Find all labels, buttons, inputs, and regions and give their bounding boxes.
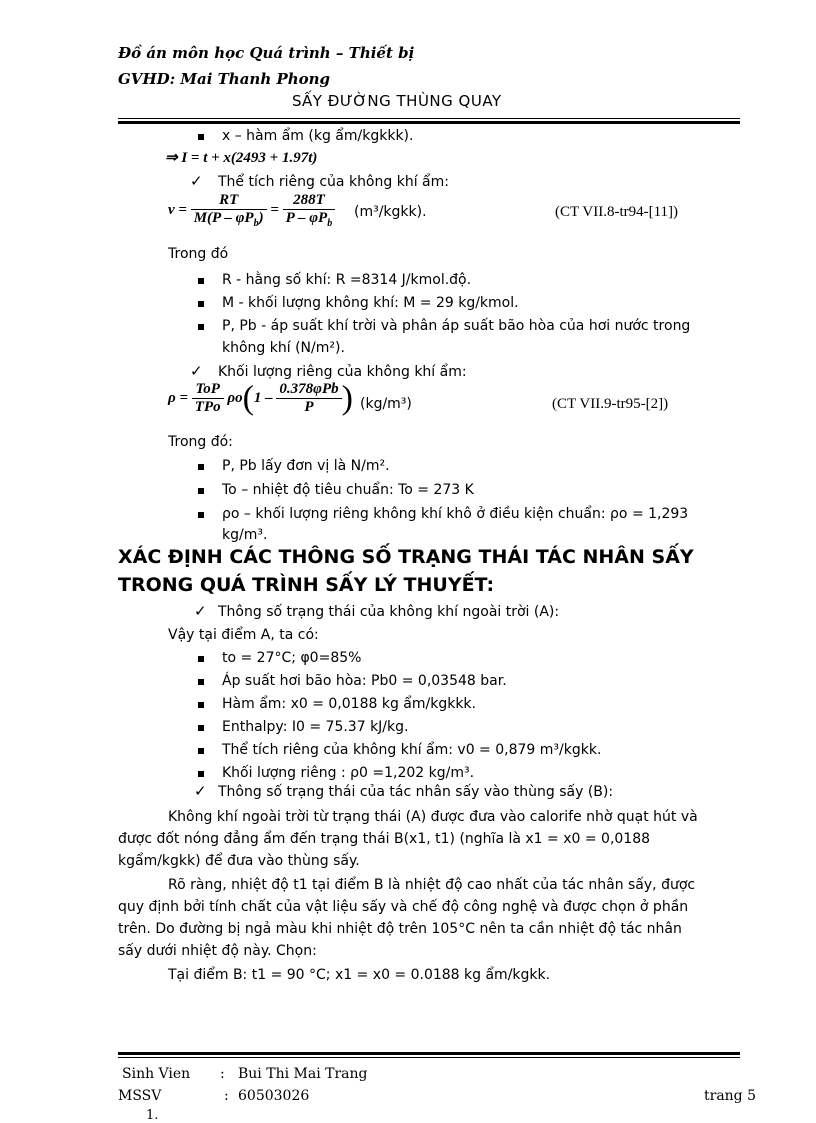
bullet-icon xyxy=(198,512,204,518)
bullet-pressure-line2: không khí (N/m²). xyxy=(222,340,345,356)
paragraph-3: Tại điểm B: t1 = 90 °C; x1 = x0 = 0.0188 kg ẩm/kgkk. xyxy=(168,967,551,983)
bullet-icon xyxy=(198,324,204,330)
check-specific-volume: Thể tích riêng của không khí ẩm: xyxy=(218,174,449,190)
point-A-density: Khối lượng riêng : ρ0 =1,202 kg/m³. xyxy=(222,765,475,781)
bullet-dry-density-line1: ρo – khối lượng riêng không khí khô ở điều kiện chuẩn: ρo = 1,293 xyxy=(222,506,689,522)
point-A-enthalpy: Enthalpy: I0 = 75.37 kJ/kg. xyxy=(222,719,409,735)
eq-rho-one: 1 – xyxy=(253,389,273,406)
eq-v-frac2-sub: b xyxy=(327,218,333,229)
where-label-1: Trong đó xyxy=(168,246,229,262)
eq-v-frac1-sub: b xyxy=(253,218,259,229)
bullet-icon xyxy=(198,488,204,494)
paragraph-2-line4: sấy dưới nhiệt độ này. Chọn: xyxy=(118,943,317,959)
header-title: SẤY ĐƯỜNG THÙNG QUAY xyxy=(292,92,502,110)
bullet-standard-temp: To – nhiệt độ tiêu chuẩn: To = 273 K xyxy=(222,482,474,498)
header-course-line: Đồ án môn học Quá trình – Thiết bị xyxy=(118,44,415,62)
paragraph-1-line2: được đốt nóng đẳng ẩm đến trạng thái B(x1, t1) (nghĩa là x1 = x0 = 0,0188 xyxy=(118,831,651,847)
eq-rho-rho0: ρo xyxy=(227,389,243,406)
eq-rho-frac2-num: 0.378φPb xyxy=(276,381,341,399)
eq-v-lhs: v = xyxy=(168,201,187,218)
equation-enthalpy: ⇒ I = t + x(2493 + 1.97t) xyxy=(165,150,318,166)
bullet-humidity-def: x – hàm ẩm (kg ẩm/kgkkk). xyxy=(222,128,414,144)
eq-rho-reference: (CT VII.9-tr95-[2]) xyxy=(552,396,669,412)
checkmark-icon: ✓ xyxy=(194,602,207,620)
bullet-icon xyxy=(198,301,204,307)
point-A-specific-volume: Thể tích riêng của không khí ẩm: v0 = 0,879 m³/kgkk. xyxy=(222,742,602,758)
equation-density xyxy=(168,381,353,416)
eq-v-reference: (CT VII.8-tr94-[11]) xyxy=(555,204,679,220)
eq-v-frac1-close: ) xyxy=(258,210,264,226)
eq-v-equals: = xyxy=(270,201,279,218)
paragraph-1-line3: kgẩm/kgkk) để đưa vào thùng sấy. xyxy=(118,853,360,869)
paren-open-icon: ( xyxy=(242,379,254,417)
eq-rho-unit: (kg/m³) xyxy=(360,396,412,412)
point-A-saturation-pressure: Áp suất hơi bão hòa: Pb0 = 0,03548 bar. xyxy=(222,673,507,689)
footer-student-name: Bui Thi Mai Trang xyxy=(238,1066,368,1082)
eq-v-frac2-den: P – φP xyxy=(285,210,328,226)
footer-student-id: 60503026 xyxy=(238,1088,310,1104)
footer-colon: : xyxy=(224,1088,229,1104)
point-A-humidity: Hàm ẩm: x0 = 0,0188 kg ẩm/kgkkk. xyxy=(222,696,476,712)
bullet-pressure-line1: P, Pb - áp suất khí trời và phân áp suất bão hòa của hơi nước trong xyxy=(222,318,691,334)
footer-id-label: MSSV xyxy=(118,1088,162,1104)
bullet-icon xyxy=(198,725,204,731)
checkmark-icon: ✓ xyxy=(194,782,207,800)
eq-v-unit: (m³/kgkk). xyxy=(354,204,427,220)
checkmark-icon: ✓ xyxy=(190,172,203,190)
footer-rule-thin xyxy=(118,1057,740,1058)
equation-specific-volume xyxy=(168,192,335,229)
footer-rule-thick xyxy=(118,1052,740,1055)
footer-page-number: trang 5 xyxy=(704,1088,757,1104)
check-state-A: Thông số trạng thái của không khí ngoài trời (A): xyxy=(218,604,560,620)
eq-v-frac1-den: M(P – φP xyxy=(193,210,254,226)
header-rule-thin xyxy=(118,118,740,119)
footer-note-number: 1. xyxy=(146,1108,159,1123)
footer-colon: : xyxy=(220,1066,225,1082)
bullet-dry-density-line2: kg/m³. xyxy=(222,527,268,543)
bullet-icon xyxy=(198,679,204,685)
footer-student-label: Sinh Vien xyxy=(122,1066,191,1082)
where-label-2: Trong đó: xyxy=(168,434,233,450)
paragraph-1-line1: Không khí ngoài trời từ trạng thái (A) được đưa vào calorife nhờ quạt hút và xyxy=(168,809,698,825)
bullet-icon xyxy=(198,748,204,754)
bullet-icon xyxy=(198,464,204,470)
eq-v-frac1-num: RT xyxy=(191,192,267,210)
eq-rho-frac2-den: P xyxy=(304,399,314,415)
bullet-gas-constant: R - hằng số khí: R =8314 J/kmol.độ. xyxy=(222,272,472,288)
bullet-icon xyxy=(198,702,204,708)
header-rule-thick xyxy=(118,121,740,124)
section-heading-line1: XÁC ĐỊNH CÁC THÔNG SỐ TRẠNG THÁI TÁC NHÂN SẤY xyxy=(118,546,694,568)
eq-rho-frac1-num: ToP xyxy=(192,381,224,399)
bullet-icon xyxy=(198,771,204,777)
check-state-B: Thông số trạng thái của tác nhân sấy vào thùng sấy (B): xyxy=(218,784,614,800)
paragraph-2-line2: quy định bởi tính chất của vật liệu sấy và chế độ công nghệ và được chọn ở phần xyxy=(118,899,689,915)
bullet-icon xyxy=(198,134,204,140)
at-point-A: Vậy tại điểm A, ta có: xyxy=(168,627,319,643)
point-A-temperature: to = 27°C; φ0=85% xyxy=(222,650,362,666)
checkmark-icon: ✓ xyxy=(190,362,203,380)
eq-rho-frac1-den: TPo xyxy=(194,399,221,415)
paren-close-icon: ) xyxy=(341,379,353,417)
header-advisor-line: GVHD: Mai Thanh Phong xyxy=(118,70,331,88)
bullet-molar-mass: M - khối lượng không khí: M = 29 kg/kmol. xyxy=(222,295,519,311)
eq-rho-lhs: ρ = xyxy=(168,389,189,406)
check-density: Khối lượng riêng của không khí ẩm: xyxy=(218,364,467,380)
bullet-units: P, Pb lấy đơn vị là N/m². xyxy=(222,458,390,474)
paragraph-2-line3: trên. Do đường bị ngả màu khi nhiệt độ trên 105°C nên ta cần nhiệt độ tác nhân xyxy=(118,921,682,937)
paragraph-2-line1: Rõ ràng, nhiệt độ t1 tại điểm B là nhiệt độ cao nhất của tác nhân sấy, được xyxy=(168,877,696,893)
eq-v-frac2-num: 288T xyxy=(283,192,336,210)
section-heading-line2: TRONG QUÁ TRÌNH SẤY LÝ THUYẾT: xyxy=(118,574,495,596)
bullet-icon xyxy=(198,656,204,662)
bullet-icon xyxy=(198,278,204,284)
